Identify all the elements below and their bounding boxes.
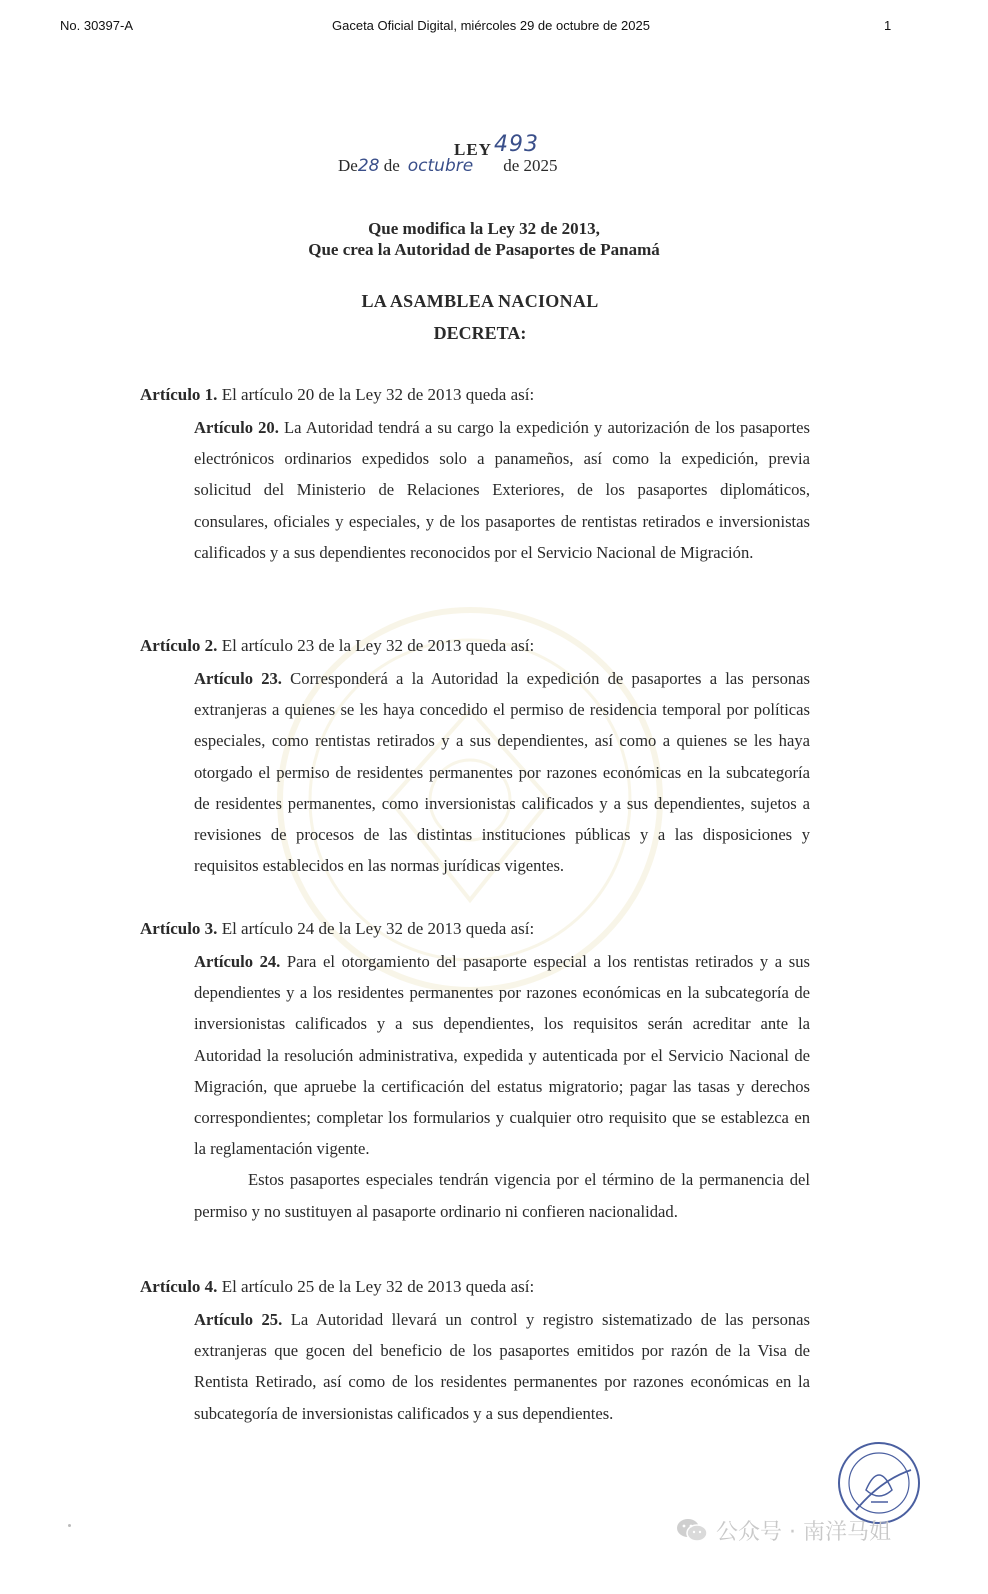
official-stamp-icon xyxy=(836,1440,922,1526)
article-3-text: El artículo 24 de la Ley 32 de 2013 queda así: xyxy=(217,919,535,938)
article-3-label: Artículo 3. xyxy=(140,919,218,938)
article-2-text: El artículo 23 de la Ley 32 de 2013 queda así: xyxy=(217,636,535,655)
article-4-text: El artículo 25 de la Ley 32 de 2013 queda así: xyxy=(217,1277,535,1296)
article-24-text: Para el otorgamiento del pasaporte especial a los rentistas retirados y a sus dependientes y a los residentes permanentes por razones económicas en la subcategoría de inversionistas calificados y a sus dependientes, los requisitos serán acreditar ante la Autoridad la resolución administrativa, expedida y autenticada por el Servicio Nacional de Migración, que apruebe la certificación del estatus migratorio; pagar las tasas y derechos correspondientes; completar los formularios y cualquier otro requisito que se establezca en la reglamentación vigente. xyxy=(194,952,810,1159)
scan-dot xyxy=(68,1524,71,1527)
article-25-text: La Autoridad llevará un control y registro sistematizado de las personas extranjeras que gocen del beneficio de los pasaportes emitidos por razón de la Visa de Rentista Retirado, así como de los residentes permanentes por razones económicas en la subcategoría de inversionistas calificados y a sus dependientes. xyxy=(194,1310,810,1423)
article-20-text: La Autoridad tendrá a su cargo la expedición y autorización de los pasaportes electrónicos ordinarios expedidos solo a panameños, así como la expedición, previa solicitud del Ministerio de Relaciones Exteriores, de los pasaportes diplomáticos, consulares, oficiales y especiales, y de los pasaportes de rentistas retirados e inversionistas calificados y a sus dependientes reconocidos por el Servicio Nacional de Migración. xyxy=(194,418,810,562)
wechat-watermark xyxy=(676,1515,891,1545)
title-line-1: Que modifica la Ley 32 de 2013, xyxy=(368,219,600,238)
article-2-label: Artículo 2. xyxy=(140,636,218,655)
article-3-heading xyxy=(140,919,534,939)
article-20-label: Artículo 20. xyxy=(194,418,279,437)
article-24-paragraph-2: Estos pasaportes especiales tendrán vigencia por el término de la permanencia del permiso y no sustituyen al pasaporte ordinario ni confieren nacionalidad. xyxy=(194,1170,810,1221)
article-24-body xyxy=(194,946,810,1227)
gazette-header xyxy=(0,18,988,38)
law-number-handwritten: 493 xyxy=(493,132,539,157)
article-4-heading xyxy=(140,1277,534,1297)
article-2-heading xyxy=(140,636,534,656)
wechat-icon xyxy=(676,1517,708,1543)
article-25-label: Artículo 25. xyxy=(194,1310,283,1329)
title-line-2: Que crea la Autoridad de Pasaportes de Panamá xyxy=(308,240,660,259)
day-handwritten: 28 xyxy=(357,156,380,176)
article-20-body xyxy=(194,412,810,568)
ley-label: LEY xyxy=(454,140,492,159)
article-1-label: Artículo 1. xyxy=(140,385,218,404)
decree-heading: DECRETA: xyxy=(433,323,527,343)
gazette-number: No. 30397-A xyxy=(60,18,133,33)
article-4-label: Artículo 4. xyxy=(140,1277,218,1296)
gazette-title: Gaceta Oficial Digital, miércoles 29 de octubre de 2025 xyxy=(332,18,650,33)
article-23-text: Corresponderá a la Autoridad la expedición de pasaportes a las personas extranjeras a quienes se les haya concedido el permiso de residencia temporal por políticas especiales, como rentistas retirados y a sus dependientes, así como a quienes se les haya otorgado el permiso de residentes permanentes por razones económicas en la subcategoría de residentes permanentes, como inversionistas calificados y a sus dependientes, sujetos a revisiones de procesos de las distintas instituciones públicas y a las disposiciones y requisitos establecidos en las normas jurídicas vigentes. xyxy=(194,669,810,876)
article-24-paragraph-1 xyxy=(194,946,810,1164)
date-year: de 2025 xyxy=(503,156,558,175)
month-handwritten: octubre xyxy=(407,156,474,176)
article-23-body xyxy=(194,663,810,881)
article-24-label: Artículo 24. xyxy=(194,952,281,971)
article-23-label: Artículo 23. xyxy=(194,669,282,688)
date-prefix: De xyxy=(338,156,358,175)
assembly-heading: LA ASAMBLEA NACIONAL xyxy=(361,291,599,311)
wechat-account-text: 公众号 · 南洋马姐 xyxy=(716,1519,891,1545)
date-de: de xyxy=(383,156,400,175)
page-number: 1 xyxy=(884,18,892,33)
article-1-text: El artículo 20 de la Ley 32 de 2013 queda así: xyxy=(217,385,535,404)
article-25-body xyxy=(194,1304,810,1429)
article-1-heading xyxy=(140,385,534,405)
law-date-line xyxy=(338,156,558,176)
